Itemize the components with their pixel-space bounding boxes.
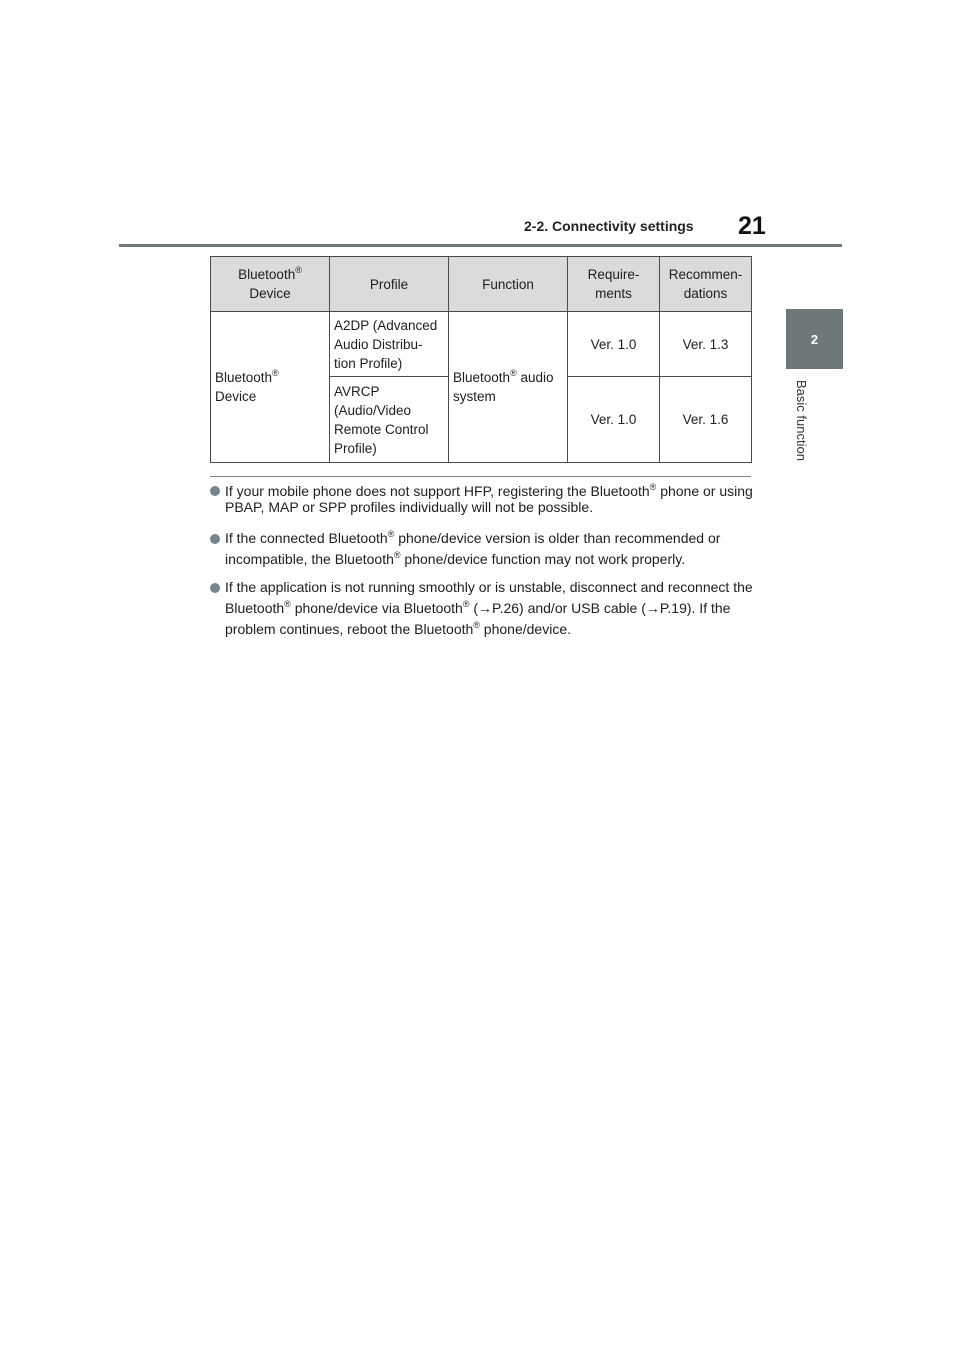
- header-profile: Profile: [330, 257, 449, 312]
- notes-divider: [210, 476, 751, 477]
- chapter-label-text: Basic function: [794, 380, 809, 461]
- recommendation-cell: Ver. 1.6: [660, 377, 752, 463]
- header-divider: [119, 244, 842, 247]
- header-requirements: Require- ments: [568, 257, 660, 312]
- function-cell: Bluetooth® audio system: [449, 312, 568, 463]
- notes-list: [210, 483, 755, 647]
- section-title: 2-2. Connectivity settings: [524, 218, 694, 234]
- note-item: If your mobile phone does not support HFP, registering the Bluetooth® phone or using PBAP, MAP or SPP profiles individually will not be possible.: [210, 483, 755, 515]
- chapter-number: 2: [810, 331, 819, 347]
- header-function: Function: [449, 257, 568, 312]
- bullet-icon: [210, 486, 220, 496]
- bullet-icon: [210, 534, 220, 544]
- profile-cell: AVRCP (Audio/Video Remote Control Profile): [330, 377, 449, 463]
- header-device: Bluetooth® Device: [211, 257, 330, 312]
- requirement-cell: Ver. 1.0: [568, 377, 660, 463]
- note-item: If the connected Bluetooth® phone/device version is older than recommended or incompatible, the Bluetooth® phone/device function may not work properly.: [210, 528, 755, 570]
- recommendation-cell: Ver. 1.3: [660, 312, 752, 377]
- note-item: If the application is not running smoothly or is unstable, disconnect and reconnect the Bluetooth® phone/device via Bluetooth® (→P.26) and/or USB cable (→P.19). If the problem continues, reboot the Bluetooth® phone/device.: [210, 577, 755, 640]
- table-row: [211, 312, 752, 377]
- arrow-icon: →: [478, 600, 493, 616]
- bullet-icon: [210, 583, 220, 593]
- chapter-label: [795, 380, 811, 490]
- device-cell: Bluetooth® Device: [211, 312, 330, 463]
- bluetooth-profile-table: [210, 256, 752, 463]
- requirement-cell: Ver. 1.0: [568, 312, 660, 377]
- page-number: 21: [738, 212, 766, 240]
- table-header-row: [211, 257, 752, 312]
- arrow-icon: →: [645, 600, 660, 616]
- profile-cell: A2DP (Advanced Audio Distribu- tion Profile): [330, 312, 449, 377]
- header-recommendations: Recommen- dations: [660, 257, 752, 312]
- chapter-tab: [786, 309, 843, 369]
